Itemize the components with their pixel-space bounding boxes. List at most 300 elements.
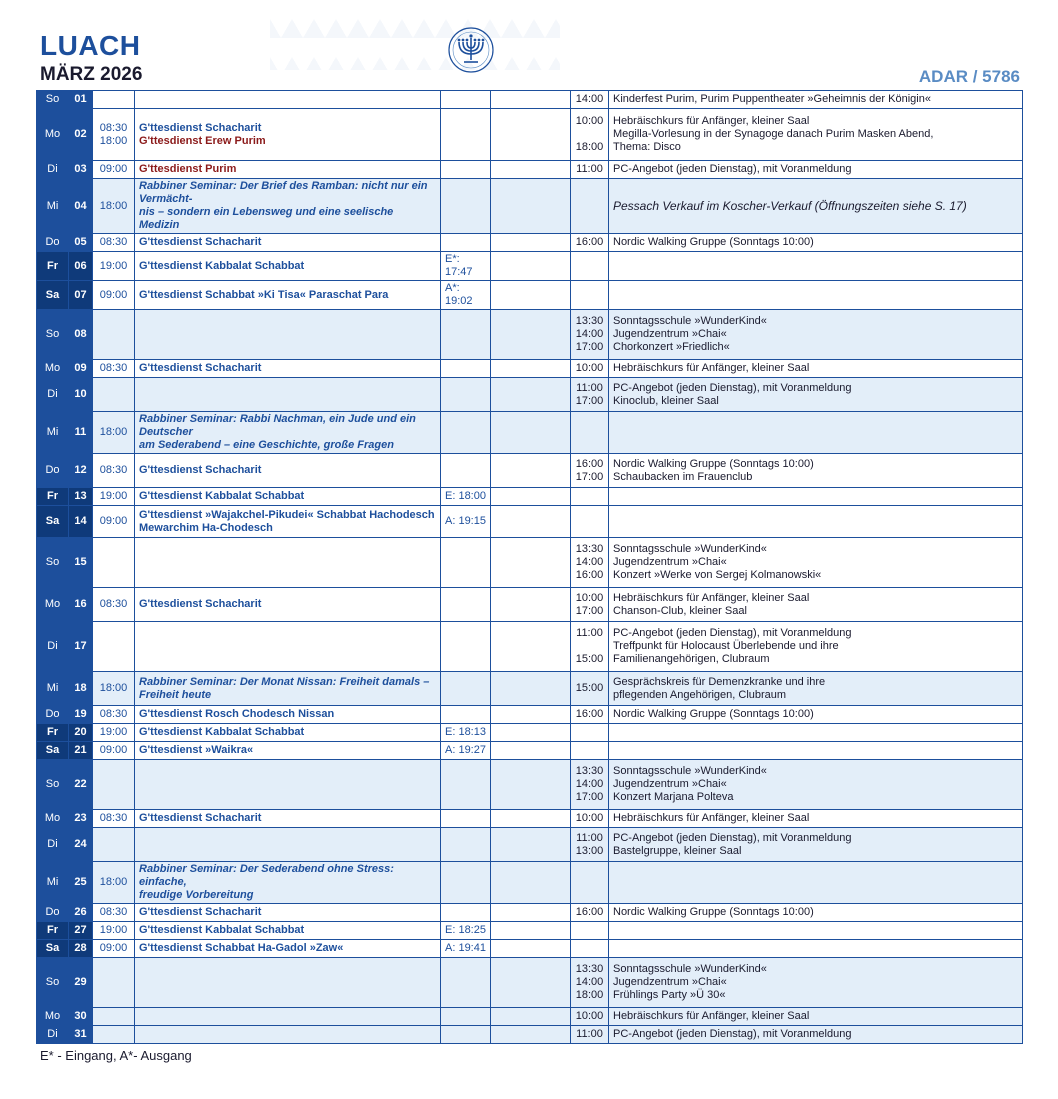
- community-event-line: Chanson-Club, kleiner Saal: [613, 604, 747, 617]
- service-event: [135, 310, 441, 360]
- event-time: [571, 488, 609, 506]
- shabbat-time-line: A*: 19:02: [445, 282, 473, 307]
- hebrew-date: ADAR / 5786: [918, 67, 1020, 86]
- service-time: [93, 281, 135, 310]
- service-time: [93, 862, 135, 904]
- weekday-line: Sa: [45, 744, 60, 756]
- event-time: [571, 179, 609, 234]
- community-event-line: Konzert Marjana Polteva: [613, 791, 734, 803]
- empty-cell: [491, 252, 571, 281]
- shabbat-time: [441, 454, 491, 488]
- weekday: [37, 454, 69, 488]
- service-event-line: G'ttesdienst Schabbat »Ki Tisa« Paraschat Para: [139, 288, 389, 301]
- day-number-line: 22: [74, 778, 87, 790]
- event-time-line: 14:00: [575, 556, 604, 568]
- empty-cell: [491, 91, 571, 109]
- service-event-line: freudige Vorbereitung: [139, 889, 254, 901]
- service-time: [93, 360, 135, 378]
- shabbat-time: [441, 588, 491, 622]
- event-time: [571, 91, 609, 109]
- service-event-line: G'ttesdienst Rosch Chodesch Nissan: [139, 708, 335, 720]
- day-number: [69, 252, 93, 281]
- service-time-line: 18:00: [99, 682, 128, 694]
- event-time-line: 13:30: [575, 315, 604, 327]
- shabbat-time: [441, 904, 491, 922]
- calendar-row: [37, 1026, 1023, 1044]
- community-event: [609, 310, 1023, 360]
- event-time: [571, 506, 609, 538]
- weekday-line: Fr: [47, 259, 58, 272]
- calendar-row: [37, 706, 1023, 724]
- community-event-line: Treffpunkt für Holocaust Überlebende und ihre: [613, 640, 839, 652]
- calendar-row: [37, 940, 1023, 958]
- calendar-row: [37, 488, 1023, 506]
- service-event: [135, 412, 441, 454]
- service-event-line: G'ttesdienst Kabbalat Schabbat: [139, 259, 305, 272]
- service-event-line: G'ttesdienst Schacharit: [139, 121, 262, 134]
- empty-cell: [491, 1026, 571, 1044]
- service-time-line: 19:00: [99, 924, 128, 936]
- empty-cell: [491, 506, 571, 538]
- service-time-line: 08:30: [99, 236, 128, 248]
- service-time-line: 08:30: [99, 121, 128, 134]
- weekday: [37, 810, 69, 828]
- shabbat-time: [441, 234, 491, 252]
- shabbat-time: [441, 706, 491, 724]
- community-event-line: Hebräischkurs für Anfänger, kleiner Saal: [613, 1010, 810, 1022]
- community-event: [609, 862, 1023, 904]
- weekday: [37, 538, 69, 588]
- service-event: [135, 742, 441, 760]
- calendar-row: [37, 109, 1023, 161]
- service-event-line: G'ttesdienst Schacharit: [139, 236, 262, 248]
- day-number: [69, 904, 93, 922]
- service-time: [93, 922, 135, 940]
- shabbat-time: [441, 1008, 491, 1026]
- calendar-row: [37, 91, 1023, 109]
- event-time-line: 14:00: [575, 778, 604, 790]
- service-time: [93, 91, 135, 109]
- calendar-row: [37, 622, 1023, 672]
- empty-cell: [491, 454, 571, 488]
- weekday: [37, 862, 69, 904]
- service-event: [135, 538, 441, 588]
- service-event: [135, 588, 441, 622]
- empty-cell: [491, 862, 571, 904]
- empty-cell: [491, 958, 571, 1008]
- service-event-line: Rabbiner Seminar: Rabbi Nachman, ein Jude und ein Deutscher: [139, 413, 416, 438]
- community-event-line: Chorkonzert »Friedlich«: [613, 341, 730, 353]
- service-event: [135, 904, 441, 922]
- day-number: [69, 724, 93, 742]
- community-event: [609, 360, 1023, 378]
- shabbat-time: [441, 252, 491, 281]
- day-number-line: 25: [74, 876, 87, 888]
- community-event-line: Jugendzentrum »Chai«: [613, 328, 727, 340]
- service-time-line: 09:00: [99, 163, 128, 175]
- weekday: [37, 588, 69, 622]
- day-number: [69, 940, 93, 958]
- event-time-line: 10:00: [575, 812, 604, 824]
- service-time: [93, 958, 135, 1008]
- calendar-row: [37, 862, 1023, 904]
- calendar-row: [37, 538, 1023, 588]
- community-event-line: Frühlings Party »Ü 30«: [613, 989, 726, 1001]
- day-number-line: 30: [74, 1010, 87, 1022]
- community-event: [609, 161, 1023, 179]
- calendar-row: [37, 179, 1023, 234]
- calendar-row: [37, 412, 1023, 454]
- service-time: [93, 588, 135, 622]
- community-event-line: Kinderfest Purim, Purim Puppentheater »Geheimnis der Königin«: [613, 93, 931, 105]
- empty-cell: [491, 310, 571, 360]
- community-event-line: Sonntagsschule »WunderKind«: [613, 963, 767, 975]
- weekday-line: Mi: [46, 682, 59, 694]
- community-event-line: Jugendzentrum »Chai«: [613, 778, 727, 790]
- weekday: [37, 109, 69, 161]
- community-event-line: Pessach Verkauf im Koscher-Verkauf (Öffnungszeiten siehe S. 17): [613, 198, 967, 213]
- service-event: [135, 281, 441, 310]
- service-time: [93, 109, 135, 161]
- day-number: [69, 488, 93, 506]
- day-number-line: 20: [74, 726, 87, 738]
- empty-cell: [491, 622, 571, 672]
- community-event: [609, 506, 1023, 538]
- service-time: [93, 706, 135, 724]
- day-number-line: 18: [74, 682, 87, 694]
- event-time: [571, 161, 609, 179]
- shabbat-time-line: A: 19:15: [445, 515, 486, 527]
- day-number-line: 23: [74, 812, 87, 824]
- day-number-line: 12: [74, 464, 87, 476]
- community-event-line: Schaubacken im Frauenclub: [613, 470, 753, 483]
- calendar-row: [37, 378, 1023, 412]
- weekday: [37, 252, 69, 281]
- weekday: [37, 234, 69, 252]
- community-event: [609, 1026, 1023, 1044]
- weekday: [37, 958, 69, 1008]
- event-time-line: 11:00: [576, 831, 603, 844]
- service-event-line: am Sederabend – eine Geschichte, große Fragen: [139, 439, 394, 451]
- community-event-line: Gesprächskreis für Demenzkranke und ihre: [613, 675, 826, 688]
- shabbat-time: [441, 412, 491, 454]
- day-number-line: 15: [74, 556, 87, 568]
- community-event-line: Bastelgruppe, kleiner Saal: [613, 844, 742, 857]
- event-time: [571, 1026, 609, 1044]
- service-event: [135, 488, 441, 506]
- community-event: [609, 281, 1023, 310]
- service-time: [93, 828, 135, 862]
- day-number-line: 04: [74, 199, 87, 212]
- service-event: [135, 506, 441, 538]
- weekday: [37, 91, 69, 109]
- shabbat-time: [441, 1026, 491, 1044]
- community-event-line: Nordic Walking Gruppe (Sonntags 10:00): [613, 236, 814, 248]
- day-number: [69, 1026, 93, 1044]
- weekday-line: Do: [45, 464, 60, 476]
- event-time-line: 13:30: [575, 963, 604, 975]
- shabbat-time: [441, 109, 491, 161]
- service-event-line: Rabbiner Seminar: Der Brief des Ramban: nicht nur ein Vermächt-: [139, 180, 428, 205]
- calendar-row: [37, 588, 1023, 622]
- service-time-line: 18:00: [99, 876, 128, 888]
- service-time: [93, 412, 135, 454]
- community-event: [609, 234, 1023, 252]
- weekday: [37, 760, 69, 810]
- service-event: [135, 1026, 441, 1044]
- community-event: [609, 454, 1023, 488]
- service-event-line: G'ttesdienst Kabbalat Schabbat: [139, 924, 305, 936]
- day-number-line: 09: [74, 362, 87, 374]
- weekday-line: Fr: [47, 726, 58, 738]
- weekday: [37, 622, 69, 672]
- service-event-line: G'ttesdienst Purim: [139, 163, 237, 175]
- calendar-table: [36, 90, 1023, 1044]
- event-time: [571, 109, 609, 161]
- event-time: [571, 706, 609, 724]
- weekday-line: Mi: [46, 199, 59, 212]
- day-number: [69, 109, 93, 161]
- service-time: [93, 810, 135, 828]
- weekday-line: Mi: [46, 876, 59, 888]
- weekday-line: Di: [47, 640, 58, 652]
- day-number-line: 01: [74, 93, 87, 105]
- event-time-line: 18:00: [575, 141, 604, 153]
- shabbat-time: [441, 161, 491, 179]
- empty-cell: [491, 588, 571, 622]
- service-event-line: G'ttesdienst »Waikra«: [139, 744, 254, 756]
- day-number: [69, 281, 93, 310]
- day-number-line: 13: [74, 490, 87, 502]
- weekday-line: Di: [47, 1028, 58, 1040]
- weekday: [37, 378, 69, 412]
- community-event: [609, 742, 1023, 760]
- calendar-row: [37, 922, 1023, 940]
- event-time: [571, 958, 609, 1008]
- service-event: [135, 109, 441, 161]
- weekday-line: Sa: [45, 288, 60, 301]
- weekday: [37, 904, 69, 922]
- community-event-line: Sonntagsschule »WunderKind«: [613, 315, 767, 327]
- community-event: [609, 760, 1023, 810]
- event-time-line: 14:00: [575, 93, 604, 105]
- service-time-line: 08:30: [99, 708, 128, 720]
- calendar-row: [37, 828, 1023, 862]
- community-event: [609, 828, 1023, 862]
- shabbat-time: [441, 940, 491, 958]
- day-number: [69, 91, 93, 109]
- service-time-line: 19:00: [99, 490, 128, 502]
- empty-cell: [491, 1008, 571, 1026]
- community-event-line: PC-Angebot (jeden Dienstag), mit Voranmeldung: [613, 163, 852, 175]
- day-number: [69, 179, 93, 234]
- day-number-line: 06: [74, 259, 87, 272]
- day-number-line: 31: [74, 1028, 87, 1040]
- empty-cell: [491, 810, 571, 828]
- service-time: [93, 672, 135, 706]
- service-event: [135, 360, 441, 378]
- event-time: [571, 904, 609, 922]
- event-time-line: 13:30: [575, 765, 604, 777]
- empty-cell: [491, 724, 571, 742]
- shabbat-time: [441, 538, 491, 588]
- weekday: [37, 310, 69, 360]
- weekday: [37, 706, 69, 724]
- calendar-row: [37, 1008, 1023, 1026]
- weekday: [37, 161, 69, 179]
- calendar-row: [37, 360, 1023, 378]
- weekday-line: Di: [47, 388, 58, 400]
- service-event: [135, 706, 441, 724]
- weekday-line: Do: [45, 708, 60, 720]
- shabbat-time: [441, 622, 491, 672]
- service-event: [135, 161, 441, 179]
- calendar-row: [37, 506, 1023, 538]
- service-time-line: 18:00: [99, 134, 128, 147]
- header-background-pattern: [270, 0, 560, 70]
- shabbat-time: [441, 760, 491, 810]
- service-event: [135, 940, 441, 958]
- weekday-line: Mo: [44, 1010, 61, 1022]
- weekday-line: Mo: [44, 362, 61, 374]
- service-event: [135, 672, 441, 706]
- shabbat-time: [441, 506, 491, 538]
- community-event-line: PC-Angebot (jeden Dienstag), mit Voranmeldung: [613, 381, 852, 394]
- day-number: [69, 1008, 93, 1026]
- event-time-line: 16:00: [575, 457, 604, 470]
- day-number: [69, 760, 93, 810]
- day-number-line: 03: [74, 163, 87, 175]
- weekday: [37, 179, 69, 234]
- day-number: [69, 922, 93, 940]
- empty-cell: [491, 940, 571, 958]
- event-time: [571, 454, 609, 488]
- service-event: [135, 454, 441, 488]
- calendar-row: [37, 810, 1023, 828]
- event-time-line: 17:00: [575, 394, 604, 407]
- event-time-line: 11:00: [576, 627, 603, 639]
- empty-cell: [491, 281, 571, 310]
- shabbat-time: [441, 281, 491, 310]
- event-time-line: [575, 640, 604, 653]
- service-event-line: G'ttesdienst »Wajakchel-Pikudei« Schabbat Hachodesch: [139, 508, 435, 521]
- community-event-line: Konzert »Werke von Sergej Kolmanowski«: [613, 569, 822, 581]
- event-time-line: 15:00: [575, 653, 604, 665]
- service-event-line: Rabbiner Seminar: Der Monat Nissan: Freiheit damals – Freiheit heute: [139, 675, 430, 701]
- event-time: [571, 234, 609, 252]
- service-time-line: 08:30: [99, 362, 128, 374]
- event-time-line: 16:00: [575, 569, 604, 581]
- service-time: [93, 234, 135, 252]
- day-number-line: 11: [74, 426, 87, 438]
- day-number: [69, 742, 93, 760]
- day-number-line: 10: [74, 388, 87, 400]
- weekday-line: Sa: [45, 942, 60, 954]
- empty-cell: [491, 538, 571, 588]
- community-event: [609, 672, 1023, 706]
- event-time-line: 11:00: [576, 381, 603, 394]
- community-event-line: PC-Angebot (jeden Dienstag), mit Voranmeldung: [613, 831, 852, 844]
- service-time: [93, 742, 135, 760]
- service-event: [135, 958, 441, 1008]
- menorah-logo-icon: [444, 26, 498, 74]
- day-number: [69, 506, 93, 538]
- event-time-line: 18:00: [575, 989, 604, 1001]
- event-time: [571, 760, 609, 810]
- event-time: [571, 360, 609, 378]
- community-event: [609, 378, 1023, 412]
- service-event: [135, 622, 441, 672]
- service-event-line: G'ttesdienst Schacharit: [139, 362, 262, 374]
- service-event: [135, 724, 441, 742]
- day-number: [69, 958, 93, 1008]
- weekday: [37, 922, 69, 940]
- service-time-line: 18:00: [99, 199, 128, 212]
- service-time: [93, 724, 135, 742]
- service-event-line: G'ttesdienst Schacharit: [139, 598, 262, 610]
- weekday: [37, 1008, 69, 1026]
- service-time: [93, 760, 135, 810]
- community-event-line: PC-Angebot (jeden Dienstag), mit Voranmeldung: [613, 627, 852, 639]
- event-time-line: 16:00: [575, 708, 604, 720]
- weekday: [37, 281, 69, 310]
- service-time: [93, 1026, 135, 1044]
- event-time-line: 17:00: [575, 604, 604, 617]
- service-time-line: 08:30: [99, 812, 128, 824]
- day-number-line: 21: [74, 744, 87, 756]
- weekday: [37, 828, 69, 862]
- empty-cell: [491, 161, 571, 179]
- empty-cell: [491, 760, 571, 810]
- service-event: [135, 1008, 441, 1026]
- calendar-row: [37, 672, 1023, 706]
- event-time: [571, 588, 609, 622]
- calendar-row: [37, 958, 1023, 1008]
- service-time-line: 08:30: [99, 464, 128, 476]
- empty-cell: [491, 672, 571, 706]
- service-time: [93, 904, 135, 922]
- event-time: [571, 724, 609, 742]
- service-time: [93, 940, 135, 958]
- community-event-line: Nordic Walking Gruppe (Sonntags 10:00): [613, 708, 814, 720]
- service-time: [93, 506, 135, 538]
- event-time: [571, 940, 609, 958]
- day-number-line: 08: [74, 328, 87, 340]
- weekday: [37, 742, 69, 760]
- day-number: [69, 862, 93, 904]
- shabbat-time: [441, 922, 491, 940]
- community-event: [609, 958, 1023, 1008]
- event-time-line: [575, 200, 604, 213]
- event-time-line: [575, 128, 604, 141]
- calendar-row: [37, 904, 1023, 922]
- shabbat-time: [441, 862, 491, 904]
- shabbat-time: [441, 360, 491, 378]
- empty-cell: [491, 922, 571, 940]
- community-event: [609, 109, 1023, 161]
- community-event-line: Hebräischkurs für Anfänger, kleiner Saal: [613, 115, 810, 127]
- event-time-line: 17:00: [575, 470, 604, 483]
- service-time-line: 19:00: [99, 259, 128, 272]
- community-event-line: Hebräischkurs für Anfänger, kleiner Saal: [613, 362, 810, 374]
- shabbat-time: [441, 724, 491, 742]
- service-time-line: 09:00: [99, 942, 128, 954]
- shabbat-time: [441, 810, 491, 828]
- community-event: [609, 488, 1023, 506]
- community-event-line: Jugendzentrum »Chai«: [613, 556, 727, 568]
- event-time-line: 13:30: [575, 543, 604, 555]
- shabbat-time: [441, 91, 491, 109]
